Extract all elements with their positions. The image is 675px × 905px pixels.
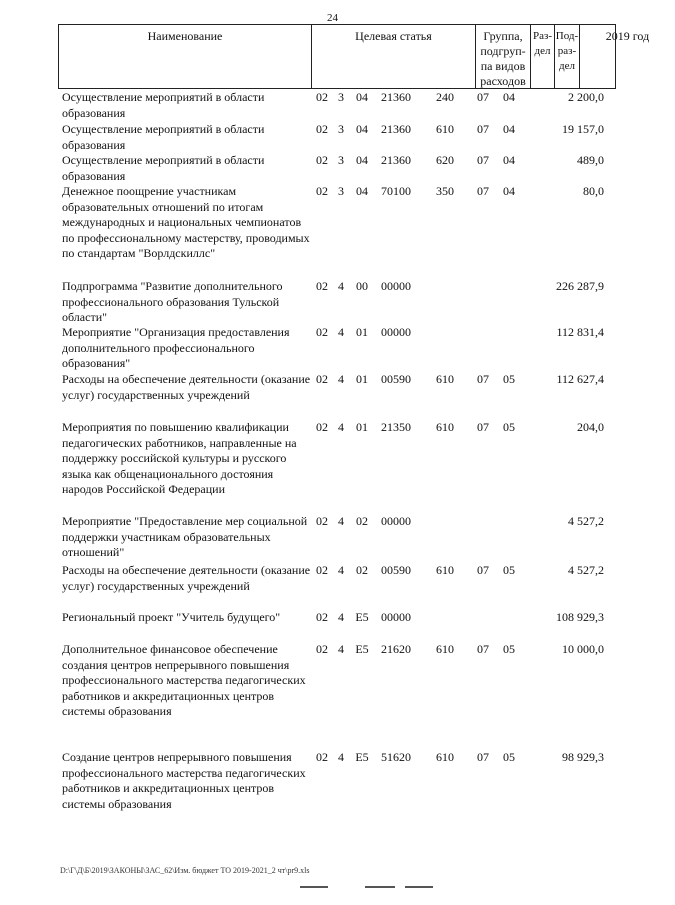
- row-podrazdel: 04: [503, 90, 515, 104]
- row-razdel: 07: [477, 642, 489, 656]
- row-razdel: 07: [477, 122, 489, 136]
- row-target-4: 70100: [381, 184, 411, 198]
- row-target-2: 4: [338, 642, 344, 656]
- row-target-3: E5: [355, 642, 369, 656]
- row-podrazdel: 05: [503, 372, 515, 386]
- row-target-3: E5: [355, 750, 369, 764]
- scan-mark: [300, 886, 328, 888]
- row-target-1: 02: [316, 122, 328, 136]
- row-target-2: 3: [338, 153, 344, 167]
- row-target-3: 02: [356, 514, 368, 528]
- row-razdel: 07: [477, 563, 489, 577]
- row-target-4: 21360: [381, 153, 411, 167]
- row-amount: 112 627,4: [556, 372, 604, 386]
- row-target-1: 02: [316, 610, 328, 624]
- header-razdel: Раз-дел: [531, 25, 555, 88]
- row-target-4: 00000: [381, 610, 411, 624]
- row-name: Расходы на обеспечение деятельности (оказание услуг) государственных учреждений: [62, 563, 311, 593]
- header-name: Наименование: [59, 25, 312, 88]
- row-podrazdel: 04: [503, 153, 515, 167]
- row-razdel: 07: [477, 153, 489, 167]
- row-amount: 10 000,0: [562, 642, 604, 656]
- row-group: 620: [436, 153, 454, 167]
- table-header: [58, 24, 650, 89]
- row-target-2: 4: [338, 610, 344, 624]
- row-target-4: 00000: [381, 325, 411, 339]
- row-group: 610: [436, 642, 454, 656]
- row-target-3: 01: [356, 372, 368, 386]
- row-target-4: 00590: [381, 563, 411, 577]
- row-group: 350: [436, 184, 454, 198]
- row-name: Мероприятие "Предоставление мер социальной поддержки участникам образовательных отношений": [62, 514, 308, 559]
- row-amount: 226 287,9: [556, 279, 604, 293]
- row-name: Осуществление мероприятий в области образования: [62, 122, 265, 152]
- scan-mark: [365, 886, 395, 888]
- row-name: Подпрограмма "Развитие дополнительного профессионального образования Тульской области": [62, 279, 283, 324]
- row-target-4: 21350: [381, 420, 411, 434]
- row-podrazdel: 04: [503, 184, 515, 198]
- row-amount: 98 929,3: [562, 750, 604, 764]
- row-amount: 19 157,0: [562, 122, 604, 136]
- row-target-3: 01: [356, 325, 368, 339]
- row-group: 610: [436, 750, 454, 764]
- row-name: Расходы на обеспечение деятельности (оказание услуг) государственных учреждений: [62, 372, 311, 402]
- row-target-3: 04: [356, 153, 368, 167]
- row-target-1: 02: [316, 514, 328, 528]
- row-target-3: 04: [356, 122, 368, 136]
- header-podrazdel: Под-раз-дел: [555, 25, 580, 88]
- row-podrazdel: 04: [503, 122, 515, 136]
- row-podrazdel: 05: [503, 750, 515, 764]
- row-amount: 4 527,2: [568, 514, 604, 528]
- row-razdel: 07: [477, 750, 489, 764]
- row-name: Мероприятие "Организация предоставления дополнительного профессионального образования": [62, 325, 290, 370]
- row-target-1: 02: [316, 90, 328, 104]
- row-name: Региональный проект "Учитель будущего": [62, 610, 281, 624]
- row-target-4: 21620: [381, 642, 411, 656]
- row-target-1: 02: [316, 279, 328, 293]
- header-group: Группа, подгруп-па видов расходов: [476, 25, 531, 88]
- row-target-1: 02: [316, 420, 328, 434]
- row-podrazdel: 05: [503, 642, 515, 656]
- row-target-1: 02: [316, 153, 328, 167]
- row-group: 610: [436, 372, 454, 386]
- row-target-2: 4: [338, 750, 344, 764]
- row-name: Дополнительное финансовое обеспечение создания центров непрерывного повышения профессионального мастерства педагогических работников и аккредитационных центров системы образования: [62, 642, 306, 718]
- header-year: 2019 год: [605, 29, 650, 43]
- scan-mark: [405, 886, 433, 888]
- row-target-2: 4: [338, 372, 344, 386]
- header-target: Целевая статья: [312, 25, 476, 88]
- page-number: 24: [327, 12, 338, 24]
- row-amount: 108 929,3: [556, 610, 604, 624]
- row-razdel: 07: [477, 184, 489, 198]
- row-amount: 80,0: [583, 184, 604, 198]
- row-target-4: 00590: [381, 372, 411, 386]
- row-target-4: 00000: [381, 514, 411, 528]
- row-amount: 4 527,2: [568, 563, 604, 577]
- row-name: Осуществление мероприятий в области образования: [62, 90, 265, 120]
- row-group: 610: [436, 122, 454, 136]
- row-target-2: 4: [338, 514, 344, 528]
- row-target-2: 4: [338, 420, 344, 434]
- row-name: Создание центров непрерывного повышения профессионального мастерства педагогических работников и аккредитационных центров системы образования: [62, 750, 306, 811]
- row-target-2: 3: [338, 90, 344, 104]
- row-target-3: 04: [356, 90, 368, 104]
- row-target-2: 3: [338, 122, 344, 136]
- row-target-4: 51620: [381, 750, 411, 764]
- row-group: 610: [436, 420, 454, 434]
- row-target-2: 4: [338, 563, 344, 577]
- row-target-3: E5: [355, 610, 369, 624]
- row-target-1: 02: [316, 563, 328, 577]
- row-amount: 204,0: [577, 420, 604, 434]
- row-group: 610: [436, 563, 454, 577]
- row-podrazdel: 05: [503, 420, 515, 434]
- row-amount: 489,0: [577, 153, 604, 167]
- row-target-3: 01: [356, 420, 368, 434]
- row-target-3: 02: [356, 563, 368, 577]
- row-name: Денежное поощрение участникам образовательных отношений по итогам международных и национальных чемпионатов по профессиональному мастерству, проводимых по стандартам "Ворлдскиллс": [62, 184, 310, 260]
- row-target-2: 3: [338, 184, 344, 198]
- row-target-1: 02: [316, 325, 328, 339]
- footer-file-path: D:\Г\Д\Б\2019\ЗАКОНЫ\ЗАС_62\Изм. бюджет ТО 2019-2021_2 чт\pr9.xls: [60, 866, 310, 875]
- row-target-4: 00000: [381, 279, 411, 293]
- row-name: Осуществление мероприятий в области образования: [62, 153, 265, 183]
- row-target-2: 4: [338, 325, 344, 339]
- row-amount: 112 831,4: [556, 325, 604, 339]
- row-target-1: 02: [316, 184, 328, 198]
- row-amount: 2 200,0: [568, 90, 604, 104]
- row-target-1: 02: [316, 750, 328, 764]
- row-target-1: 02: [316, 642, 328, 656]
- row-razdel: 07: [477, 372, 489, 386]
- row-name: Мероприятия по повышению квалификации педагогических работников, направленные на поддержку российской культуры и русского языка как общенационального достояния народов Российской Федерации: [62, 420, 297, 496]
- row-podrazdel: 05: [503, 563, 515, 577]
- row-target-4: 21360: [381, 90, 411, 104]
- row-target-1: 02: [316, 372, 328, 386]
- row-target-3: 00: [356, 279, 368, 293]
- row-group: 240: [436, 90, 454, 104]
- row-target-2: 4: [338, 279, 344, 293]
- row-target-4: 21360: [381, 122, 411, 136]
- row-razdel: 07: [477, 90, 489, 104]
- row-razdel: 07: [477, 420, 489, 434]
- row-target-3: 04: [356, 184, 368, 198]
